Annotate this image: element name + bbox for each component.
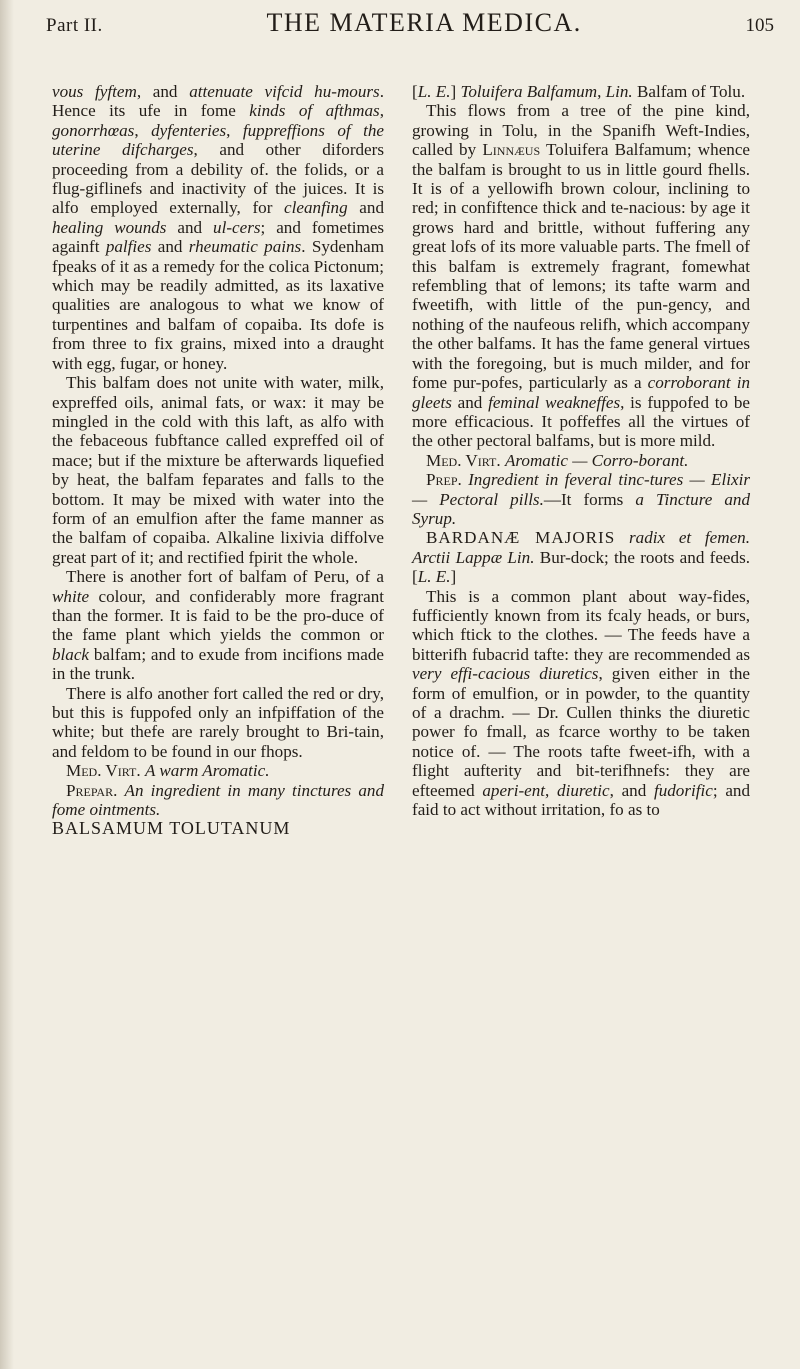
paragraph [412,587,750,820]
text-run: There is alfo another fort called the red or dry, but this is fuppofed only an infpiffation of the white; but thefe are rarely brought to Bri-tain, and feldom to be found in our fhops. [52,683,384,761]
text-run: . Hence its ufe in fome [52,82,384,121]
running-header [46,8,774,48]
text-run: Balfam of Tolu. [632,82,746,101]
paragraph [52,567,384,683]
text-run: This flows from a tree of the pine kind, growing in Tolu, in the Spanifh Weft-Indies, called by [412,101,750,160]
paragraph [52,82,384,373]
text-run: rheumatic pains [188,237,302,257]
paragraph [412,528,750,586]
text-run [615,528,629,547]
text-run: ; and fometimes againft [52,217,384,257]
text-run: aperi-ent [482,780,546,800]
text-run: attenuate vifcid hu-mours [189,82,380,101]
text-run: ] [450,567,457,587]
text-run: colour, and confiderably more fragrant than the former. It is faid to be the pro-duce of the fame plant which yields the common or [52,586,384,645]
text-run: This is a common plant about way-fides, fufficiently known from its fcaly heads, or burs, which ftick to the clothes. — The feeds have a bitterifh fubacrid tafte: they are recommended as [412,586,750,664]
right-text-column [412,82,750,819]
text-run: , and other diforders proceeding from a debility of. the folids, or a flug-giflinefs and inactivity of the juices. It is alfo employed externally, for [52,140,384,218]
text-run: L. E. [417,567,451,587]
text-run: Ingredient in feveral tinc-tures — Elixir — Pectoral pills. [412,470,750,509]
text-run: and [166,217,214,237]
text-run: palfies [105,237,152,257]
text-run: cleanfing [284,198,348,218]
text-run: A warm Aromatic. [144,761,270,781]
text-run: , [379,101,384,121]
left-text-column [52,82,384,839]
text-run: diuretic [557,780,610,800]
text-run: Linnæus [482,140,541,160]
text-run: ] [450,82,461,101]
text-run: , [226,120,243,140]
text-run: a Tincture and Syrup. [412,489,750,528]
text-run: feminal weakneffes [488,392,621,412]
part-label: Part II. [46,15,103,36]
text-run: BARDANÆ MAJORIS [426,528,616,548]
text-run: Prep. [426,470,462,490]
text-run: , given either in the form of emulfion, or in powder, to the quantity of a drachm. — Dr. Cullen thinks the diuretic power fo fmall, as fcarce worthy to be taken notice of. — The roots tafte fweet-ifh, with a flight aufterity and bit-terifhnefs: they are efteemed [412,664,751,800]
entry-heading [52,819,384,838]
text-run: , [134,120,152,140]
paragraph [52,684,384,762]
paragraph [412,101,750,450]
page-gutter-shadow [0,0,14,1369]
text-run: corroborant in gleets [412,373,750,412]
text-run: Bur-dock; the roots and feeds. [ [412,547,750,587]
text-run: Toluifera Balfamum [460,82,598,101]
text-run: black [52,644,90,664]
text-run: ul-cers [213,217,261,237]
text-run: Aromatic — Corro-borant. [504,450,689,470]
text-run: dyfenteries [151,120,227,140]
paragraph [52,781,384,820]
text-run: ; and faid to act without irritation, fo as to [412,780,751,820]
text-run: . Sydenham fpeaks of it as a remedy for the colica Pictonum; which may be readily admitted, as its laxative qualities are analogous to what we know of turpentines and balfam of copaiba. Its dofe is from three to fix grains, mixed into a draught with egg, fugar, or honey. [52,237,384,373]
text-run: gonorrhœas [52,120,135,140]
text-run: , [545,780,558,800]
text-run: Lin. [605,82,633,101]
text-run: , and [136,82,190,101]
text-run: BALSAMUM TOLUTANUM [52,818,291,839]
text-run: very effi-cacious diuretics [412,664,599,684]
text-run: kinds of afthmas [249,101,380,121]
paragraph [412,451,750,470]
text-run: L. E. [417,82,451,101]
text-run: [ [412,82,418,101]
text-run: and [347,198,384,218]
text-run: and [451,392,489,412]
text-run: balfam; and to exude from incifions made in the trunk. [52,644,384,684]
text-run: vous fyftem [52,82,137,101]
text-run: Med. Virt. [426,450,501,470]
text-run: Prepar. [66,780,118,800]
text-run: An ingredient in many tinctures and fome ointments. [52,780,384,820]
text-run: white [52,586,90,606]
page-number: 105 [745,15,774,36]
text-run [117,781,124,800]
text-run: Med. Virt. [66,761,141,781]
text-run: This balfam does not unite with water, milk, expreffed oils, animal fats, or wax: it may be mingled in the cold with this laft, as alfo with the febaceous fubftance called expreffed oil of mace; but if the mixture be afterwards liquefied by heat, the balfam feparates and falls to the bottom. It may be mixed with water into the form of an emulfion after the fame manner as the balfam of copaiba. Alkaline lixivia diffolve great part of it; and rectified fpirit the whole. [52,373,384,567]
text-run: Toluifera Balfamum; whence the balfam is brought to us in little gourd fhells. It is of a yellowifh brown colour, inclining to red; in confiftence thick and te-nacious: by age it grows hard and brittle, without fuffering any great lofs of its more valuable parts. The fmell of this balfam is extremely fragrant, fomewhat refembling that of lemons; its tafte warm and fweetifh, with little of the pun-gency, and nothing of the naufeous relifh, which accompany the other balfams. It has the fame general virtues with the foregoing, but is much milder, and for fome pur-pofes, particularly as a [412,140,751,393]
text-run: radix et femen. Arctii Lappæ Lin. [412,528,750,567]
text-run: —It forms [543,489,636,509]
text-run: fudorific [653,780,713,800]
text-run: There is another fort of balfam of Peru, of a [66,567,384,587]
paragraph [412,82,750,101]
text-run: , [597,82,606,101]
text-run: healing wounds [52,217,167,237]
running-title: THE MATERIA MEDICA. [266,8,582,37]
text-run: , is fuppofed to be more efficacious. It poffeffes all the virtues of the other pectoral balfams, but is more mild. [412,392,750,451]
text-run: fuppreffions of the uterine difcharges [52,120,385,160]
paragraph [412,470,750,528]
paragraph [52,373,384,567]
text-run: , and [609,780,654,800]
text-run: and [151,237,189,257]
paragraph [52,761,384,780]
